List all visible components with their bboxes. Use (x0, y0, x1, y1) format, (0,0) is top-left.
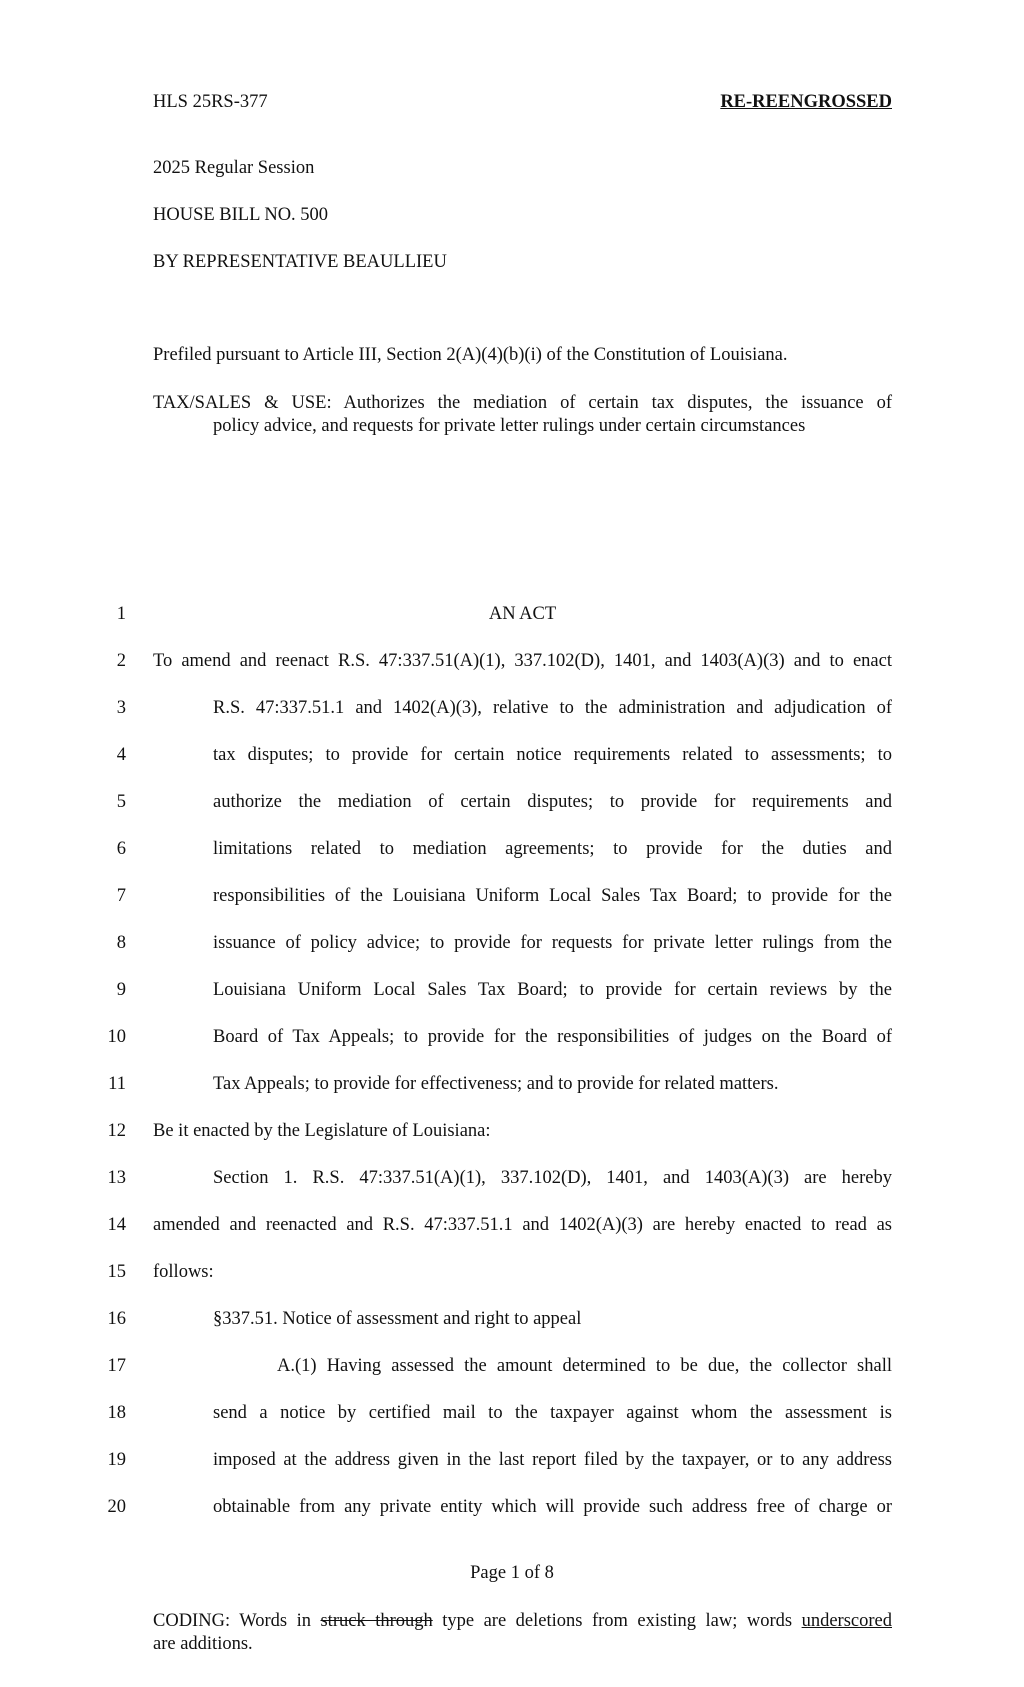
page-number: Page 1 of 8 (470, 1563, 554, 1583)
header-version: RE-REENGROSSED (720, 92, 892, 112)
line-text: imposed at the address given in the last report filed by the taxpayer, or to any address (213, 1450, 892, 1470)
line-2 (0, 651, 1024, 681)
line-text: Be it enacted by the Legislature of Louisiana: (153, 1121, 491, 1141)
coding-note (153, 1610, 892, 1656)
line-number: 3 (116, 698, 126, 718)
bill-number: HOUSE BILL NO. 500 (153, 205, 329, 225)
line-9 (0, 980, 1024, 1010)
line-number: 17 (107, 1356, 126, 1376)
coding-prefix: CODING: Words in (153, 1611, 321, 1631)
line-16 (0, 1309, 1024, 1339)
line-number: 9 (116, 980, 126, 1000)
line-text: A.(1) Having assessed the amount determined to be due, the collector shall (277, 1356, 892, 1376)
line-12 (0, 1121, 1024, 1151)
line-number: 10 (107, 1027, 126, 1047)
line-number: 1 (116, 604, 126, 624)
header-bill-code: HLS 25RS-377 (153, 92, 268, 112)
line-text: amended and reenacted and R.S. 47:337.51.1 and 1402(A)(3) are hereby enacted to read as (153, 1215, 892, 1235)
line-19 (0, 1450, 1024, 1480)
coding-mid: type are deletions from existing law; words (432, 1611, 802, 1631)
line-14 (0, 1215, 1024, 1245)
session-label: 2025 Regular Session (153, 158, 315, 178)
line-number: 11 (108, 1074, 126, 1094)
bill-author: BY REPRESENTATIVE BEAULLIEU (153, 252, 447, 272)
line-text: Louisiana Uniform Local Sales Tax Board; to provide for certain reviews by the (213, 980, 892, 1000)
line-number: 2 (116, 651, 126, 671)
coding-line-2: are additions. (153, 1634, 253, 1654)
line-15 (0, 1262, 1024, 1292)
line-number: 8 (116, 933, 126, 953)
line-number: 18 (107, 1403, 126, 1423)
line-number: 7 (116, 886, 126, 906)
line-8 (0, 933, 1024, 963)
line-5 (0, 792, 1024, 822)
line-text: follows: (153, 1262, 214, 1282)
line-number: 13 (107, 1168, 126, 1188)
line-text: To amend and reenact R.S. 47:337.51(A)(1), 337.102(D), 1401, and 1403(A)(3) and to enact (153, 651, 892, 671)
line-13 (0, 1168, 1024, 1198)
line-text: limitations related to mediation agreements; to provide for the duties and (213, 839, 892, 859)
line-text: issuance of policy advice; to provide for requests for private letter rulings from the (213, 933, 892, 953)
line-text: obtainable from any private entity which will provide such address free of charge or (213, 1497, 892, 1517)
line-number: 14 (107, 1215, 126, 1235)
line-number: 6 (116, 839, 126, 859)
digest-line-1: TAX/SALES & USE: Authorizes the mediation of certain tax disputes, the issuance of (153, 393, 892, 413)
line-text: authorize the mediation of certain disputes; to provide for requirements and (213, 792, 892, 812)
line-3 (0, 698, 1024, 728)
line-1 (0, 604, 1024, 634)
line-text: tax disputes; to provide for certain notice requirements related to assessments; to (213, 745, 892, 765)
line-number: 15 (107, 1262, 126, 1282)
line-number: 16 (107, 1309, 126, 1329)
line-11 (0, 1074, 1024, 1104)
line-number: 12 (107, 1121, 126, 1141)
line-7 (0, 886, 1024, 916)
line-4 (0, 745, 1024, 775)
line-text: R.S. 47:337.51.1 and 1402(A)(3), relative to the administration and adjudication of (213, 698, 892, 718)
digest (153, 392, 892, 438)
line-number: 5 (116, 792, 126, 812)
coding-line-1 (153, 1610, 892, 1633)
prefiled-note: Prefiled pursuant to Article III, Section 2(A)(4)(b)(i) of the Constitution of Louisiana. (153, 345, 788, 365)
line-6 (0, 839, 1024, 869)
coding-struck-sample: struck through (320, 1611, 433, 1631)
act-title: AN ACT (488, 604, 557, 624)
line-number: 4 (116, 745, 126, 765)
line-text: send a notice by certified mail to the taxpayer against whom the assessment is (213, 1403, 892, 1423)
line-18 (0, 1403, 1024, 1433)
line-text: Board of Tax Appeals; to provide for the responsibilities of judges on the Board of (213, 1027, 892, 1047)
coding-underscored-sample: underscored (801, 1611, 892, 1631)
line-number: 19 (107, 1450, 126, 1470)
digest-line-2: policy advice, and requests for private letter rulings under certain circumstances (213, 416, 806, 436)
line-20 (0, 1497, 1024, 1527)
line-text: responsibilities of the Louisiana Uniform Local Sales Tax Board; to provide for the (213, 886, 892, 906)
line-text: Tax Appeals; to provide for effectiveness; and to provide for related matters. (213, 1074, 779, 1094)
line-17 (0, 1356, 1024, 1386)
section-heading: §337.51. Notice of assessment and right to appeal (213, 1309, 582, 1329)
line-number: 20 (107, 1497, 126, 1517)
line-text: Section 1. R.S. 47:337.51(A)(1), 337.102(D), 1401, and 1403(A)(3) are hereby (213, 1168, 892, 1188)
line-10 (0, 1027, 1024, 1057)
